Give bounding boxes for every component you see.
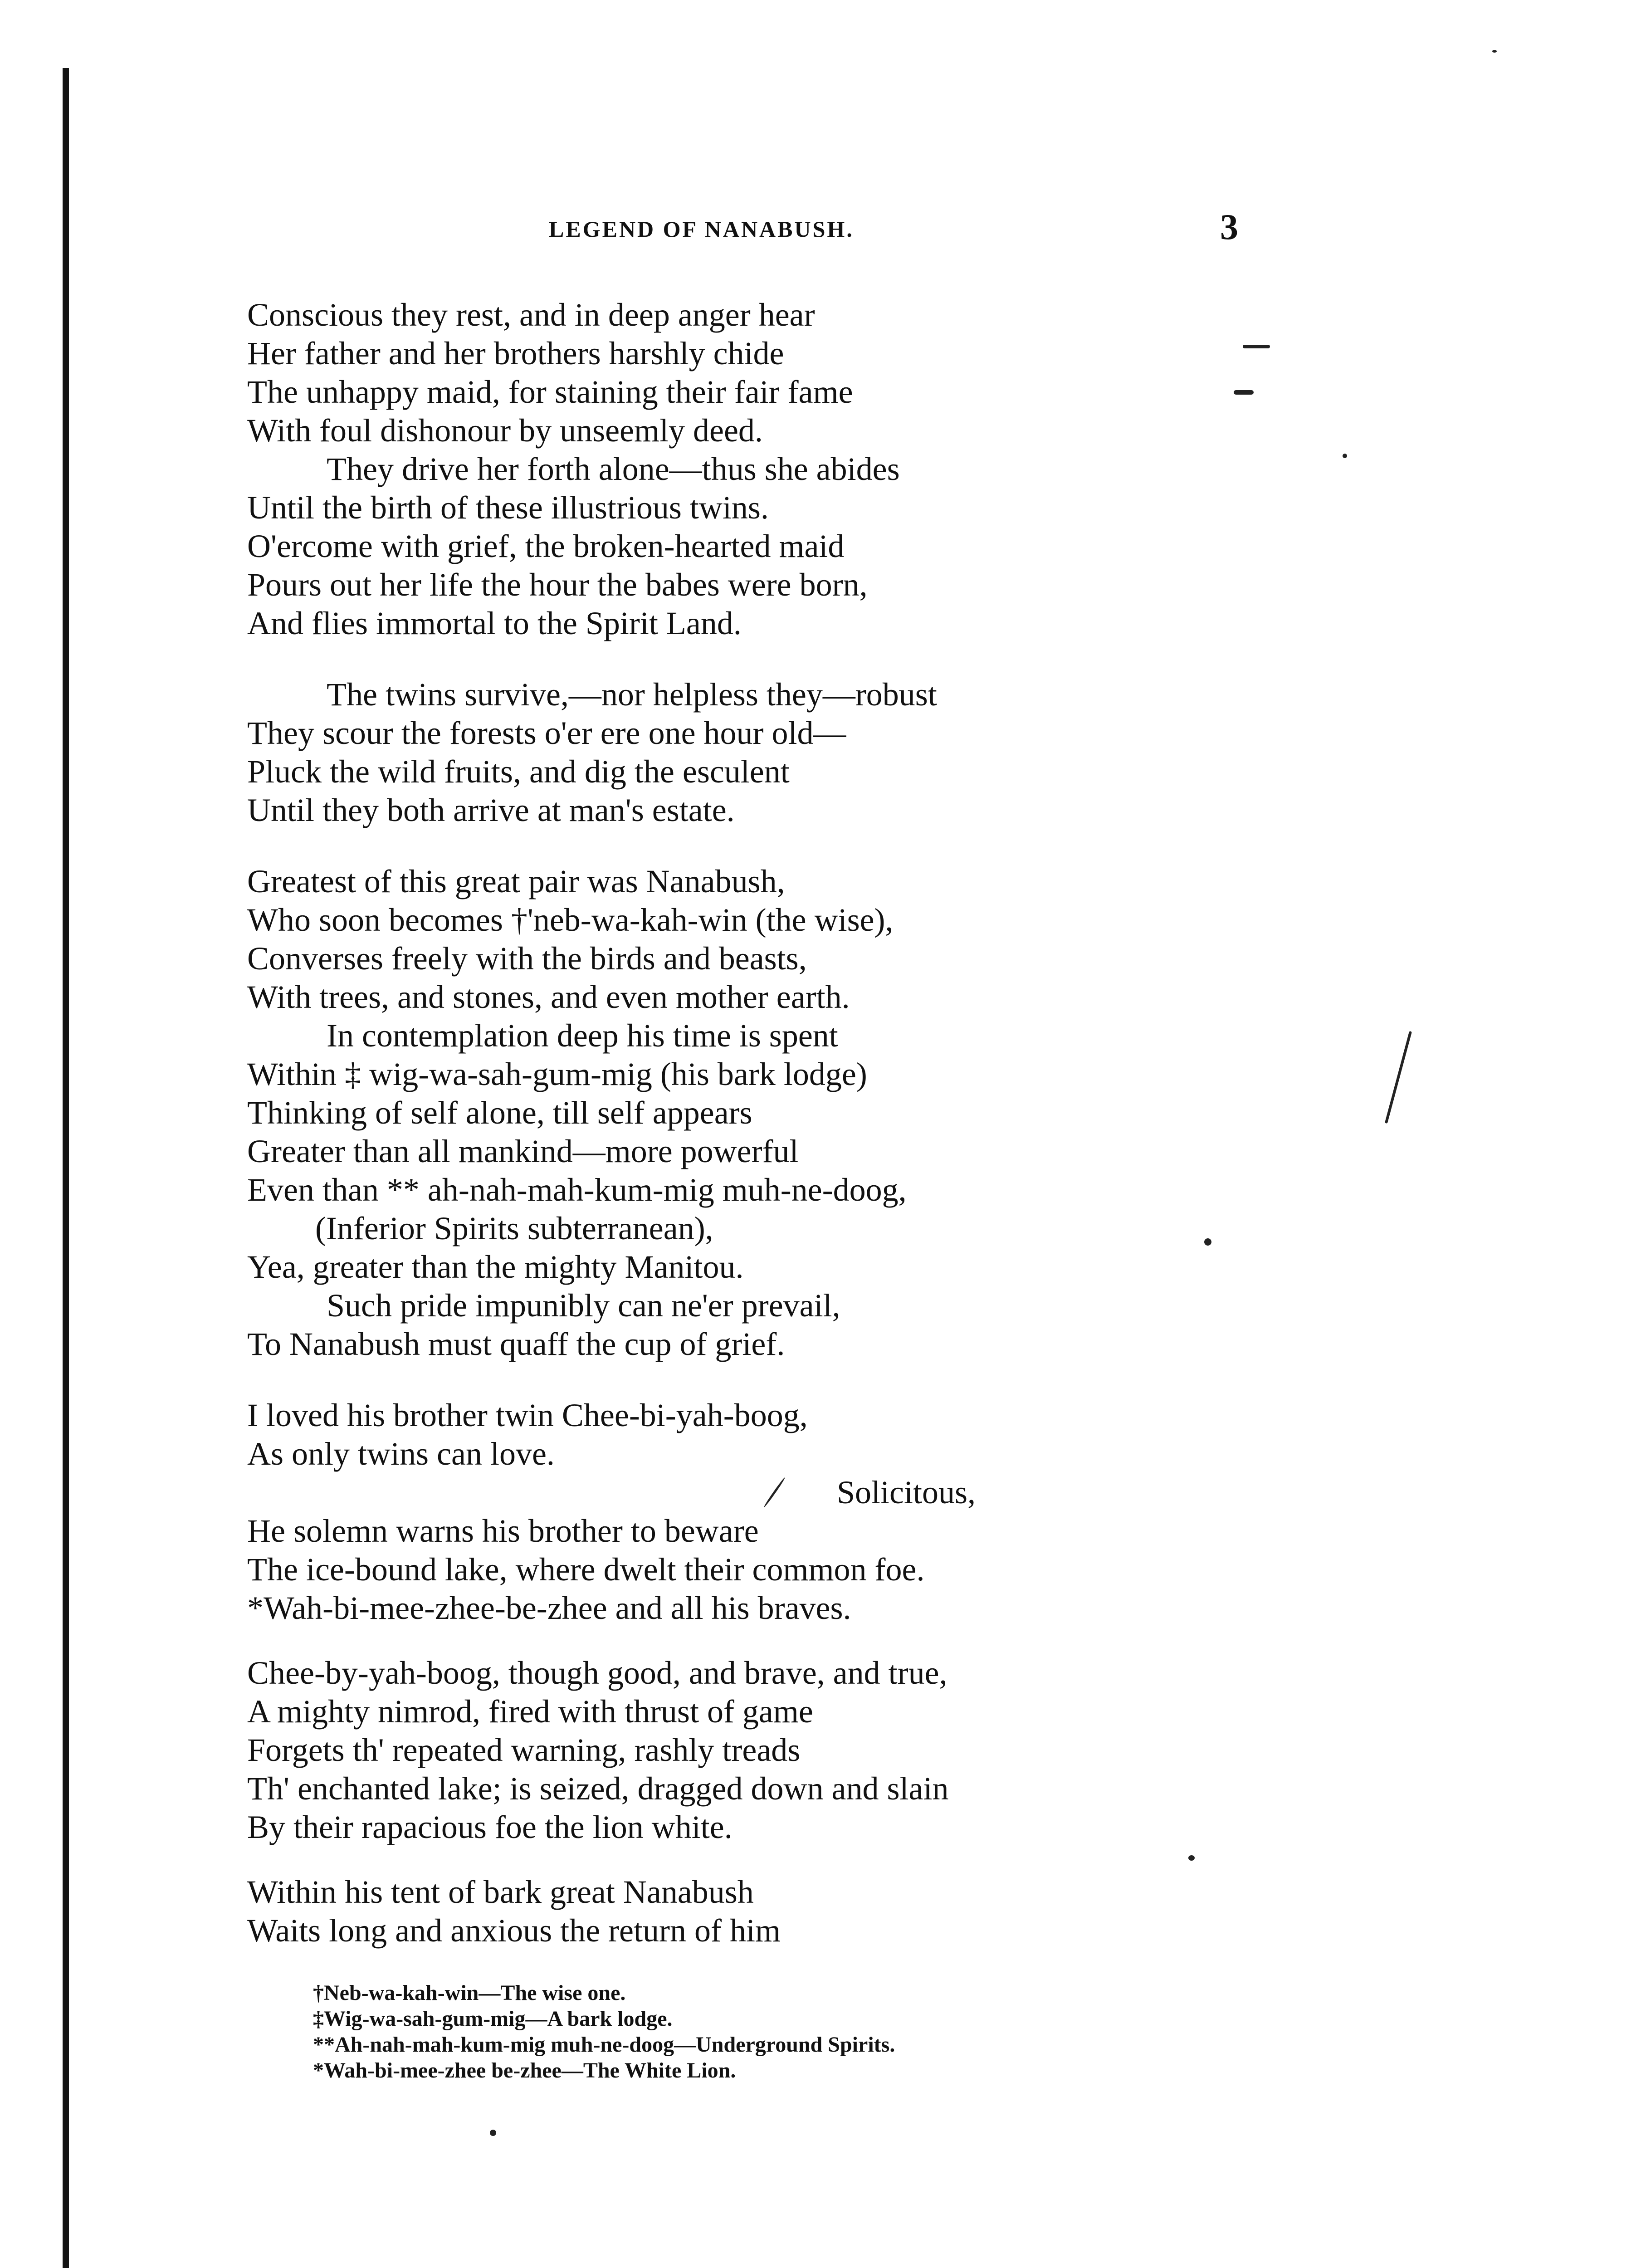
- poem-line: With trees, and stones, and even mother earth.: [247, 979, 850, 1015]
- poem-line: The twins survive,—nor helpless they—robust: [327, 676, 937, 713]
- print-speck: [490, 2130, 496, 2136]
- print-speck: [1343, 454, 1347, 458]
- poem-line: Waits long and anxious the return of him: [247, 1912, 781, 1949]
- stanza-gap: [247, 1847, 1222, 1873]
- poem-line: Until the birth of these illustrious twins.: [247, 489, 769, 526]
- poem-line: O'ercome with grief, the broken-hearted maid: [247, 528, 845, 564]
- footnote: †Neb-wa-kah-win—The wise one.: [313, 1981, 626, 2005]
- print-speck: [1492, 50, 1497, 53]
- poem-line: By their rapacious foe the lion white.: [247, 1809, 733, 1845]
- poem-line: Pours out her life the hour the babes were born,: [247, 567, 868, 603]
- footnote: *Wah-bi-mee-zhee be-zhee—The White Lion.: [313, 2058, 736, 2082]
- poem-line: The ice-bound lake, where dwelt their common foe.: [247, 1551, 925, 1588]
- poem-line: Within ‡ wig-wa-sah-gum-mig (his bark lodge): [247, 1056, 867, 1092]
- poem-line: With foul dishonour by unseemly deed.: [247, 412, 763, 449]
- poem-line: In contemplation deep his time is spent: [327, 1017, 838, 1054]
- poem-line: They drive her forth alone—thus she abides: [327, 451, 900, 487]
- poem-line: And flies immortal to the Spirit Land.: [247, 605, 742, 641]
- stanza-gap: [247, 830, 1222, 862]
- poem-line: He solemn warns his brother to beware: [247, 1513, 759, 1549]
- poem-body: [247, 296, 1222, 1950]
- poem-line: I loved his brother twin Chee-bi-yah-boog,: [247, 1397, 808, 1433]
- poem-line: Her father and her brothers harshly chide: [247, 335, 784, 371]
- poem-line: Converses freely with the birds and beasts,: [247, 940, 807, 977]
- poem-line: They scour the forests o'er ere one hour old—: [247, 715, 846, 751]
- poem-line: Even than ** ah-nah-mah-kum-mig muh-ne-doog,: [247, 1172, 907, 1208]
- stanza-gap: [247, 1364, 1222, 1396]
- poem-line: *Wah-bi-mee-zhee-be-zhee and all his braves.: [247, 1590, 851, 1626]
- poem-line: To Nanabush must quaff the cup of grief.: [247, 1326, 785, 1362]
- footnotes: [313, 1980, 1220, 2083]
- footnote: **Ah-nah-mah-kum-mig muh-ne-doog—Underground Spirits.: [313, 2033, 895, 2057]
- poem-line: Greater than all mankind—more powerful: [247, 1133, 799, 1169]
- poem-line: Such pride impunibly can ne'er prevail,: [327, 1287, 840, 1324]
- poem-line: Yea, greater than the mighty Manitou.: [247, 1249, 744, 1285]
- poem-line: Th' enchanted lake; is seized, dragged down and slain: [247, 1770, 949, 1807]
- print-speck: [1234, 390, 1254, 395]
- print-speck: [1385, 1031, 1412, 1124]
- footnote: ‡Wig-wa-sah-gum-mig—A bark lodge.: [313, 2007, 673, 2031]
- poem-line: A mighty nimrod, fired with thrust of game: [247, 1693, 813, 1730]
- print-speck: [1243, 345, 1270, 348]
- poem-line: Pluck the wild fruits, and dig the esculent: [247, 753, 790, 790]
- poem-line: The unhappy maid, for staining their fair fame: [247, 374, 853, 410]
- poem-line: Solicitous,: [837, 1474, 976, 1510]
- running-head: LEGEND OF NANABUSH.: [549, 216, 854, 242]
- poem-line: Thinking of self alone, till self appears: [247, 1095, 752, 1131]
- binding-edge: [63, 68, 69, 2268]
- stanza-gap: [247, 1628, 1222, 1654]
- poem-line: As only twins can love.: [247, 1436, 555, 1472]
- poem-line: Who soon becomes †'neb-wa-kah-win (the wise),: [247, 902, 894, 938]
- poem-line: Within his tent of bark great Nanabush: [247, 1874, 754, 1910]
- poem-line: Greatest of this great pair was Nanabush,: [247, 863, 785, 899]
- page-number: 3: [1220, 207, 1238, 247]
- poem-line: (Inferior Spirits subterranean),: [315, 1210, 713, 1246]
- poem-line: Chee-by-yah-boog, though good, and brave, and true,: [247, 1655, 947, 1691]
- poem-line: Until they both arrive at man's estate.: [247, 792, 735, 828]
- stanza-gap: [247, 643, 1222, 675]
- poem-line: Conscious they rest, and in deep anger hear: [247, 297, 815, 333]
- poem-line: Forgets th' repeated warning, rashly treads: [247, 1732, 801, 1768]
